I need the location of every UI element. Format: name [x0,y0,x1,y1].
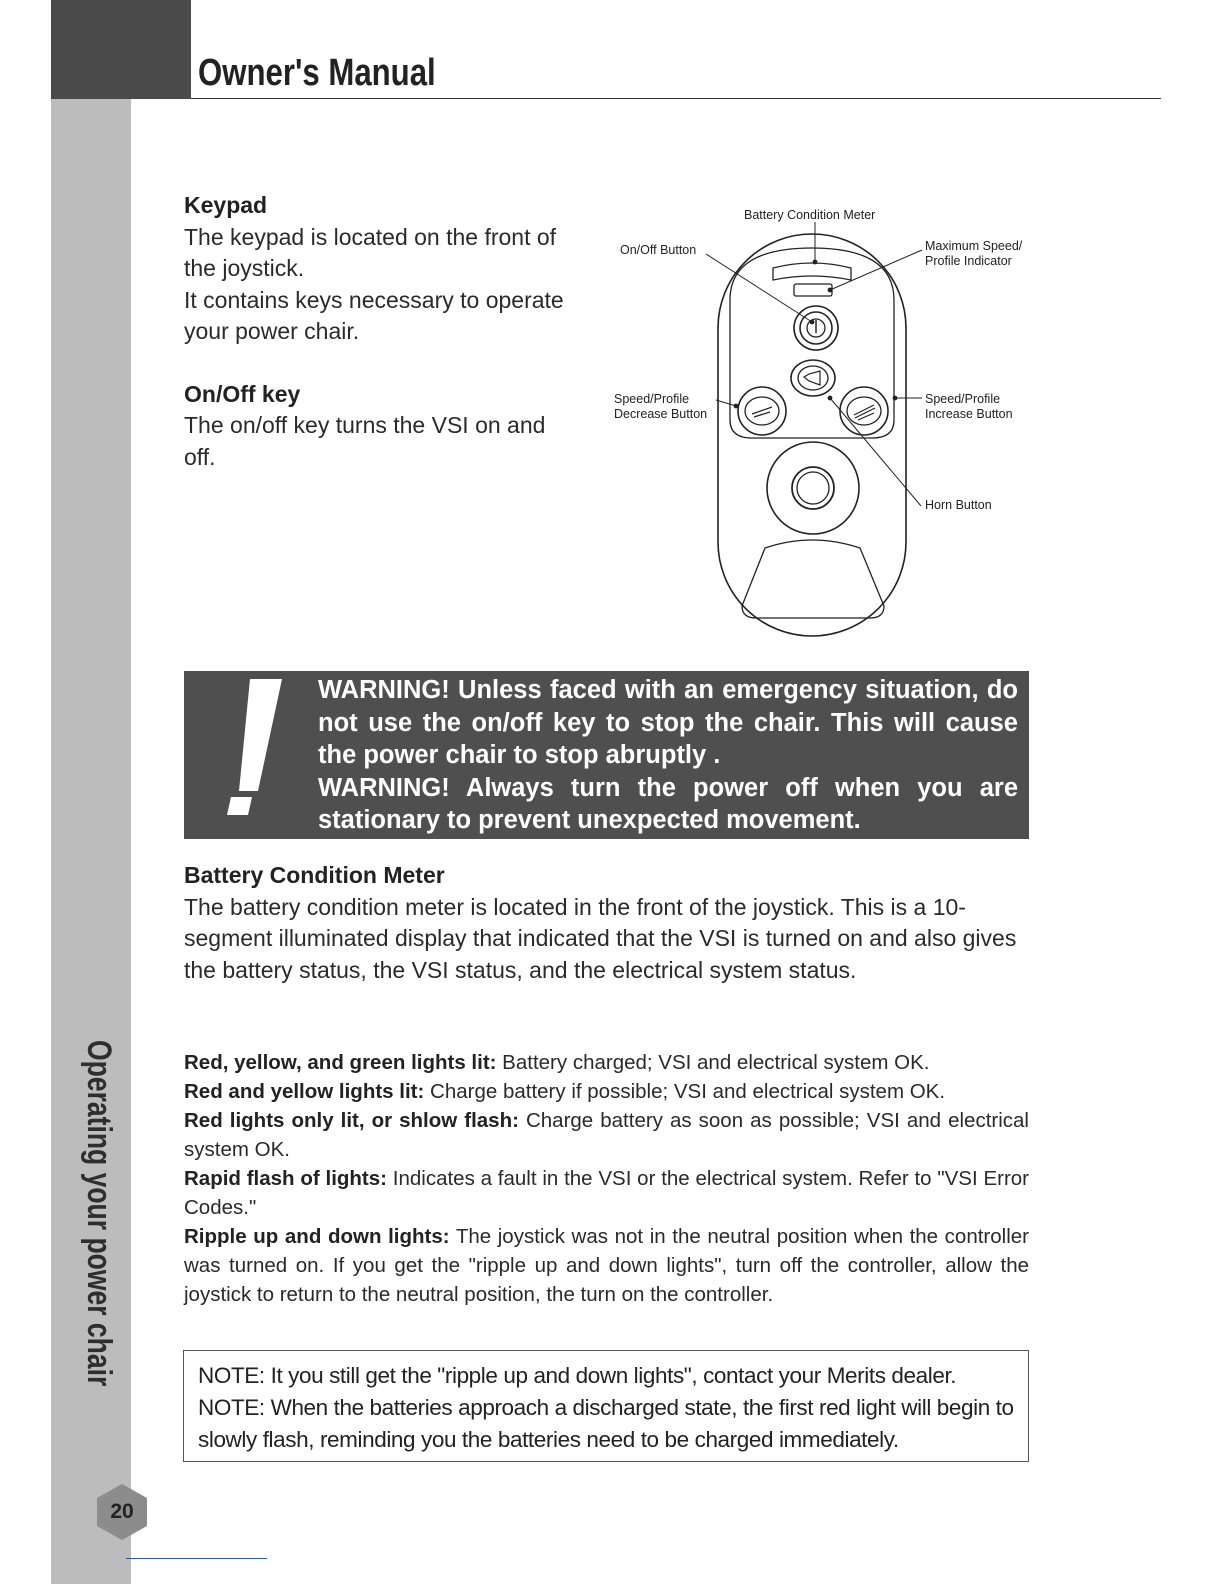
note-text: NOTE: When the batteries approach a discharged state, the first red light will begin to slowly flash, reminding you the batteries need to be charged immediately. [198,1395,1014,1452]
keypad-section [184,190,594,473]
label-decrease-2: Decrease Button [614,407,708,421]
label-onoff-button: On/Off Button [620,243,697,257]
joystick-knob [792,467,834,509]
keypad-line: the joystick. [184,255,305,281]
max-speed-indicator [794,284,832,296]
warning-text: WARNING! Always turn the power off when you are stationary to prevent unexpected movement. [318,773,1018,834]
footer-rule [126,1558,267,1559]
battery-text: The battery condition meter is located in the front of the joystick. This is a 10-segment illuminated display that indicated that the VSI is turned on and also gives the battery status, the VSI status, and the electrical system status. [184,893,1017,983]
header-block [51,0,191,99]
label-max-speed: Maximum Speed/ [925,239,1023,253]
note-text: NOTE: It you still get the "ripple up and down lights", contact your Merits dealer. [198,1363,957,1388]
section-title-text: Operating your power chair [80,1040,118,1387]
note-box [183,1350,1029,1462]
page-title: Owner's Manual [198,52,436,94]
header-rule [191,98,1161,99]
decrease-icon [752,407,772,417]
list-item: Red lights only lit, or shlow flash: Charge battery as soon as possible; VSI and electrical system OK. [184,1109,1029,1161]
onoff-line: off. [184,443,216,470]
label-horn: Horn Button [925,498,992,512]
label-decrease: Speed/Profile [614,392,690,406]
list-item: Red and yellow lights lit: Charge battery if possible; VSI and electrical system OK. [184,1080,946,1103]
battery-meter-display [773,263,851,280]
list-item: Ripple up and down lights: The joystick was not in the neutral position when the controller was turned on. If you get the "ripple up and down lights", turn off the controller, allow the joystick to return to the neutral position, the turn on the controller. [184,1225,1029,1306]
section-title-vertical [79,1040,118,1470]
label-max-speed-2: Profile Indicator [925,254,1012,268]
list-item: Red, yellow, and green lights lit: Battery charged; VSI and electrical system OK. [184,1051,930,1074]
label-increase: Speed/Profile [925,392,1001,406]
keypad-line: It contains keys necessary to operate [184,286,564,313]
lights-list [184,1048,1029,1309]
increase-icon [854,405,875,420]
keypad-line: The keypad is located on the front of [184,223,557,250]
joystick-keypad-diagram [600,200,1050,650]
warning-text: WARNING! Unless faced with an emergency situation, do not use the on/off key to stop the chair. This will cause the power chair to stop abruptly . [318,676,1018,769]
list-item: Rapid flash of lights: Indicates a fault in the VSI or the electrical system. Refer to "VSI Error Codes." [184,1167,1030,1219]
onoff-heading: On/Off key [184,380,301,407]
joystick-body-outline [718,234,906,636]
label-increase-2: Increase Button [925,407,1013,421]
horn-icon [804,371,820,385]
onoff-line: The on/off key turns the VSI on and [184,412,546,438]
exclamation-icon [212,673,292,823]
label-battery-meter: Battery Condition Meter [744,208,876,222]
page-number: 20 [110,1500,134,1523]
keypad-line: your power chair. [184,318,360,344]
battery-heading: Battery Condition Meter [184,862,445,888]
keypad-heading: Keypad [184,192,268,218]
battery-section [184,860,1029,986]
hand-rest-pad [742,540,884,618]
joystick-knob-base [767,442,859,534]
warning-box [184,671,1029,839]
